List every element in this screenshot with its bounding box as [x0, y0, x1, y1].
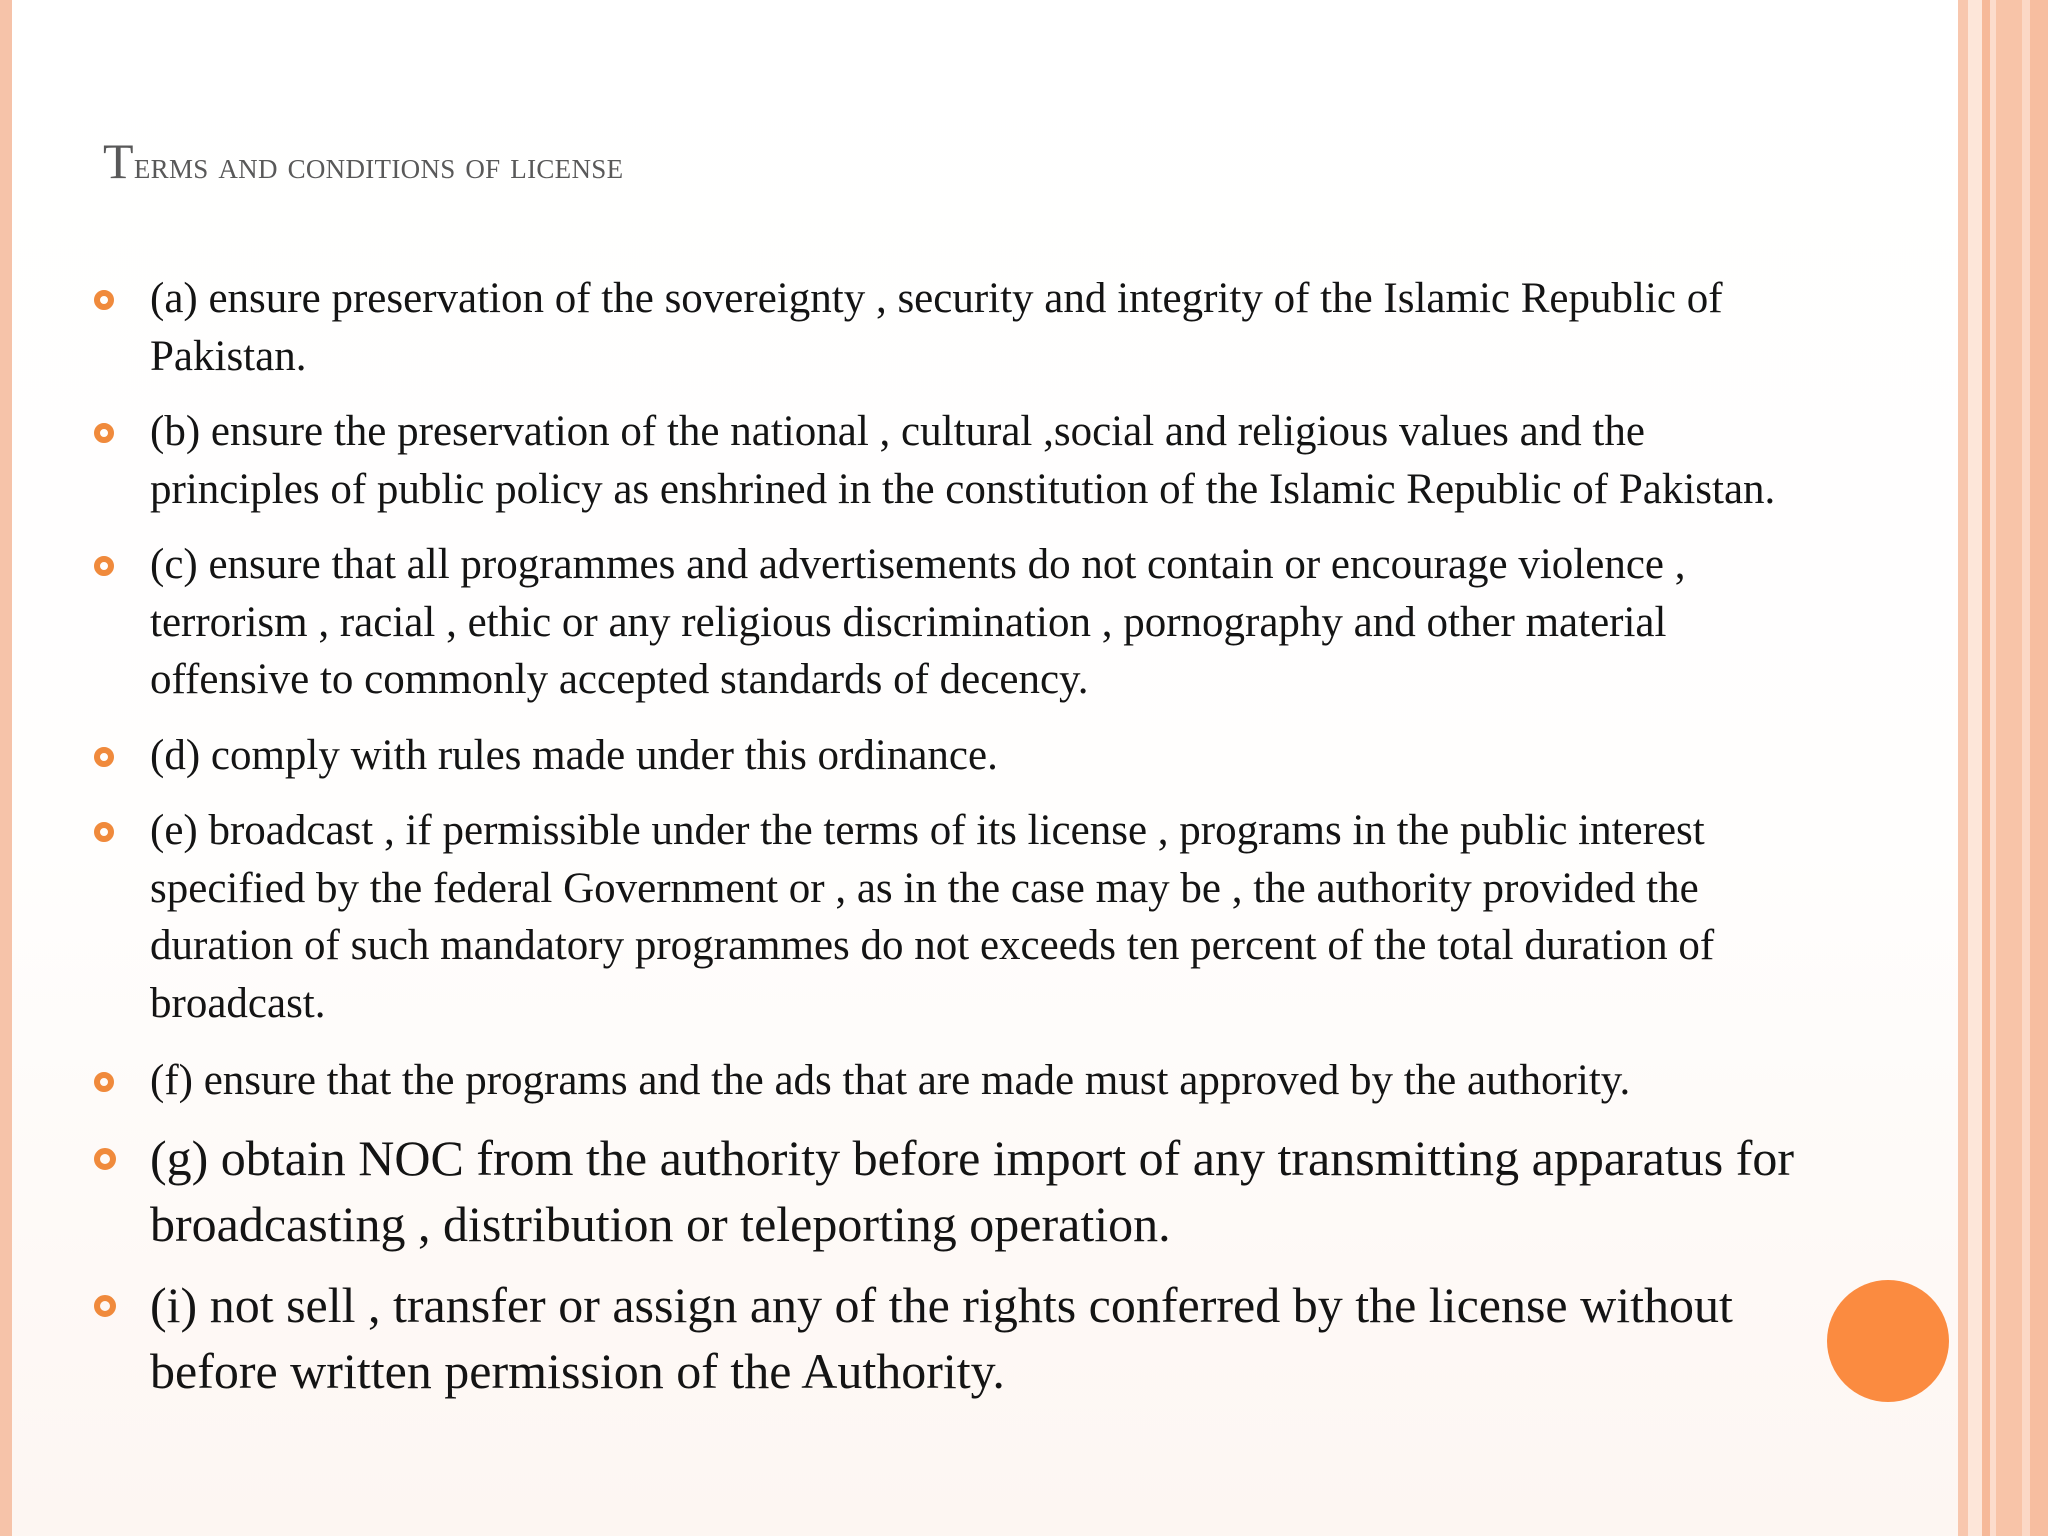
bullet-text: (d) comply with rules made under this ordinance. — [150, 732, 998, 779]
bullet-item-d — [150, 727, 1990, 785]
bullet-item-b — [150, 403, 1990, 518]
bullet-ring-icon — [94, 1072, 114, 1092]
bullet-text: (a) ensure preservation of the sovereignty , security and integrity of the Islamic Republic of Pakistan. — [150, 275, 1723, 380]
bullet-text: (f) ensure that the programs and the ads that are made must approved by the authority. — [150, 1057, 1631, 1104]
bullet-text: (i) not sell , transfer or assign any of the rights conferred by the license without before written permission of the Authority. — [150, 1277, 1733, 1399]
bullet-ring-icon — [94, 290, 114, 310]
decorative-orange-circle — [1827, 1280, 1949, 1402]
bullet-text: (g) obtain NOC from the authority before import of any transmitting apparatus for broadcasting , distribution or teleporting operation. — [150, 1130, 1795, 1252]
bullet-item-f — [150, 1052, 1990, 1110]
bullet-item-i — [150, 1272, 1990, 1404]
bullet-text: (c) ensure that all programmes and advertisements do not contain or encourage violence , terrorism , racial , ethic or any religious discrimination , pornography and other material offensive to commonly accepted standards of decency. — [150, 541, 1686, 703]
bullet-ring-icon — [94, 1295, 116, 1317]
bullet-ring-icon — [94, 822, 114, 842]
bullet-item-e — [150, 802, 1990, 1032]
bullet-ring-icon — [94, 556, 114, 576]
bullet-text: (e) broadcast , if permissible under the terms of its license , programs in the public interest specified by the federal Government or , as in the case may be , the authority provided the duration of such mandatory programmes do not exceeds ten percent of the total duration of broadcast. — [150, 807, 1715, 1027]
bullet-item-c — [150, 536, 1990, 709]
bullet-ring-icon — [94, 423, 114, 443]
bullet-ring-icon — [94, 747, 114, 767]
bullet-ring-icon — [94, 1148, 116, 1170]
bullet-text: (b) ensure the preservation of the national , cultural ,social and religious values and the principles of public policy as enshrined in the constitution of the Islamic Republic of Pakistan. — [150, 408, 1776, 513]
bullet-item-a — [150, 270, 1990, 385]
bullet-item-g — [150, 1125, 1990, 1257]
slide-title-initial: T — [103, 133, 134, 189]
slide-title-rest: erms and conditions of license — [133, 145, 624, 187]
